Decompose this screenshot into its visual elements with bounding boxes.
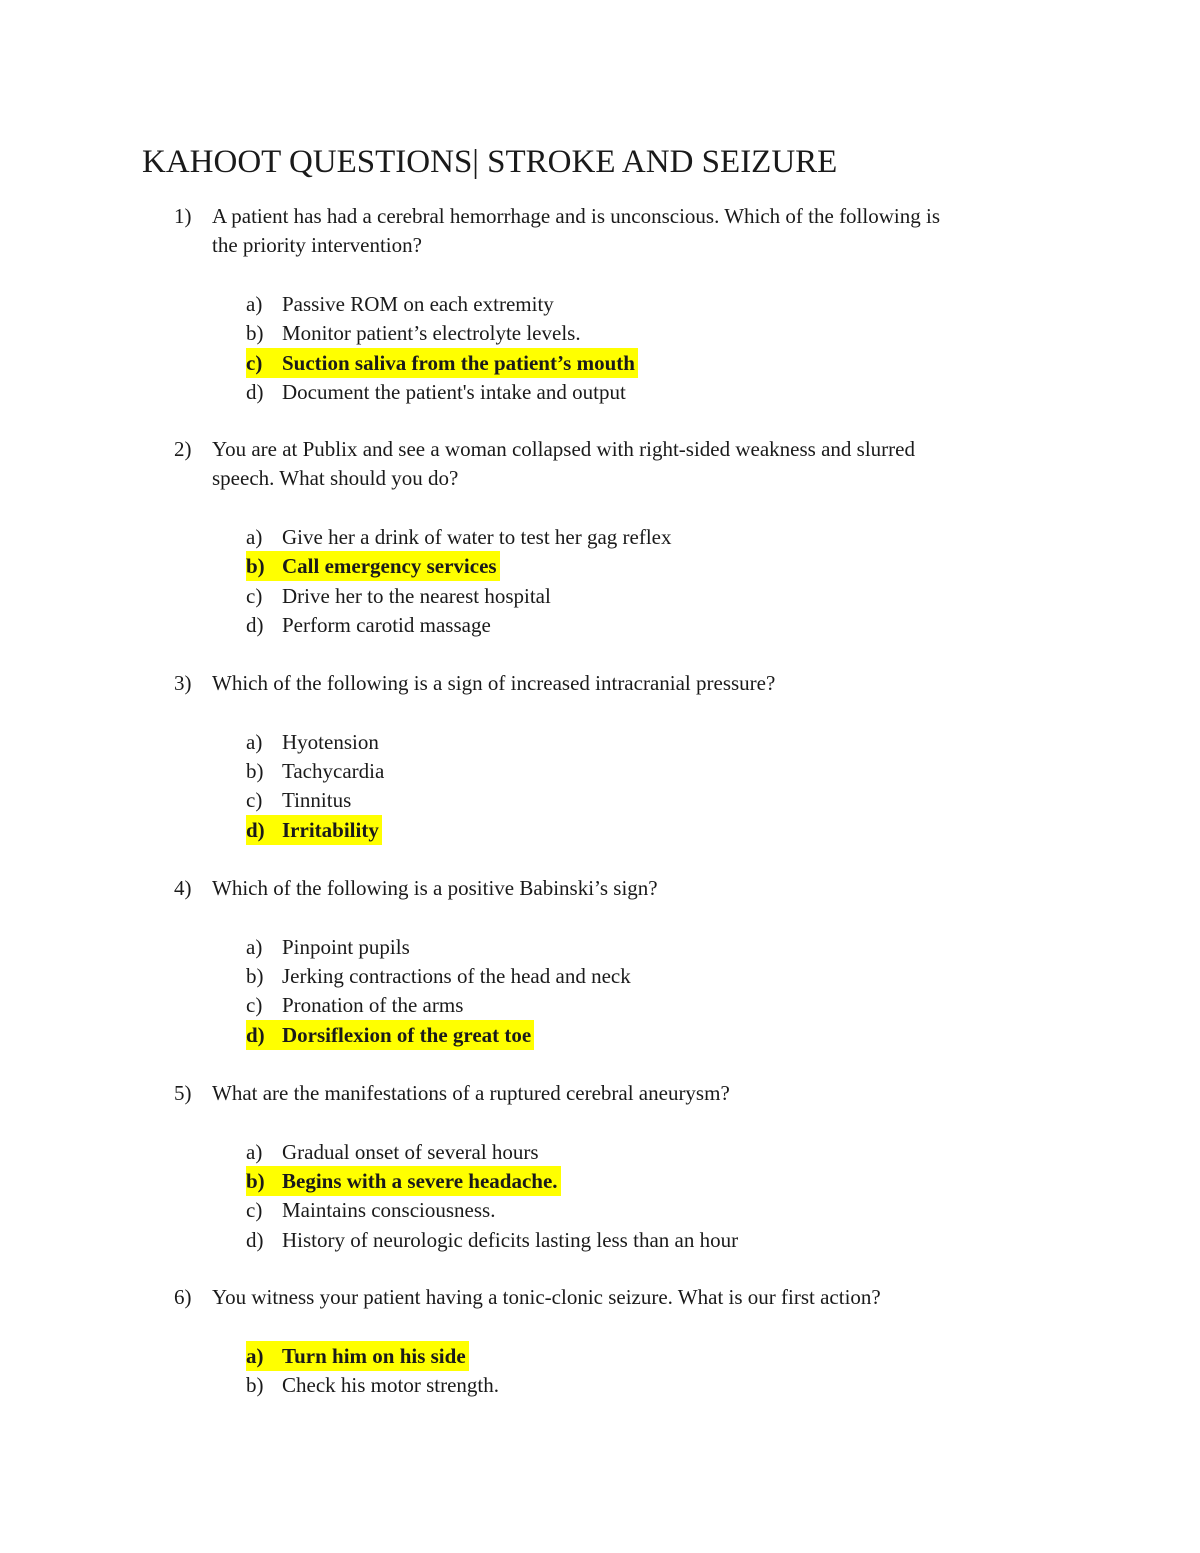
answer-option [246, 610, 491, 640]
option-text: Irritability [282, 817, 379, 842]
option-letter: a) [246, 291, 263, 316]
option-text: Tinnitus [282, 788, 352, 813]
option-text: Pronation of the arms [282, 993, 464, 1018]
answer-option [246, 785, 351, 815]
option-letter: a) [246, 1139, 263, 1164]
option-letter: c) [246, 993, 263, 1018]
answer-option [246, 932, 410, 962]
question-text: A patient has had a cerebral hemorrhage and is unconscious. Which of the following is [212, 204, 940, 228]
option-letter: b) [246, 758, 264, 783]
answer-option [246, 377, 626, 407]
answer-option [246, 581, 551, 611]
answer-option-correct [246, 1166, 561, 1196]
question-text: speech. What should you do? [212, 466, 459, 491]
question-text: Which of the following is a sign of increased intracranial pressure? [212, 671, 776, 695]
answer-option [246, 289, 554, 319]
option-letter: b) [246, 1372, 264, 1397]
option-text: History of neurologic deficits lasting less than an hour [282, 1227, 739, 1252]
question-text: You are at Publix and see a woman collapsed with right-sided weakness and slurred [212, 437, 915, 461]
answer-option-correct [246, 1341, 469, 1371]
option-text: Pinpoint pupils [282, 934, 410, 959]
option-text: Suction saliva from the patient’s mouth [282, 350, 635, 375]
option-text: Gradual onset of several hours [282, 1139, 539, 1164]
option-letter: c) [246, 350, 263, 375]
answer-option [246, 961, 631, 991]
question-text: Which of the following is a positive Babinski’s sign? [212, 876, 658, 900]
question-number: 6) [174, 1285, 192, 1309]
question-text: You witness your patient having a tonic-clonic seizure. What is our first action? [212, 1285, 881, 1309]
option-letter: c) [246, 788, 263, 813]
option-letter: a) [246, 524, 263, 549]
document-title: KAHOOT QUESTIONS| STROKE AND SEIZURE [142, 144, 838, 180]
answer-option-correct [246, 815, 382, 845]
answer-option [246, 1370, 499, 1400]
option-text: Turn him on his side [282, 1343, 466, 1368]
option-letter: a) [246, 729, 263, 754]
question-text: the priority intervention? [212, 233, 422, 258]
option-text: Call emergency services [282, 554, 497, 579]
option-letter: a) [246, 1343, 264, 1368]
answer-option [246, 1137, 539, 1167]
question-number: 3) [174, 671, 192, 695]
option-letter: b) [246, 554, 265, 579]
answer-option [246, 756, 384, 786]
option-text: Jerking contractions of the head and neck [282, 963, 631, 988]
option-letter: b) [246, 321, 264, 346]
answer-option [246, 990, 463, 1020]
option-text: Begins with a severe headache. [282, 1168, 558, 1193]
option-text: Perform carotid massage [282, 612, 491, 637]
option-letter: b) [246, 963, 264, 988]
answer-option-correct [246, 348, 638, 378]
answer-option-correct [246, 1020, 534, 1050]
answer-option [246, 522, 672, 552]
question-number: 1) [174, 204, 192, 228]
answer-option [246, 727, 379, 757]
option-letter: c) [246, 583, 263, 608]
option-text: Dorsiflexion of the great toe [282, 1022, 532, 1047]
question-text: What are the manifestations of a ruptured cerebral aneurysm? [212, 1081, 730, 1105]
question-number: 5) [174, 1081, 192, 1105]
option-letter: a) [246, 934, 263, 959]
option-text: Maintains consciousness. [282, 1198, 496, 1223]
option-text: Hyotension [282, 729, 379, 754]
option-text: Passive ROM on each extremity [282, 291, 554, 316]
option-text: Monitor patient’s electrolyte levels. [282, 321, 581, 346]
answer-option-correct [246, 551, 500, 581]
question-number: 4) [174, 876, 192, 900]
option-letter: d) [246, 1227, 264, 1252]
option-text: Document the patient's intake and output [282, 379, 626, 404]
option-text: Drive her to the nearest hospital [282, 583, 551, 608]
option-text: Check his motor strength. [282, 1372, 499, 1397]
answer-option [246, 1195, 495, 1225]
option-text: Give her a drink of water to test her gag reflex [282, 524, 672, 549]
option-text: Tachycardia [282, 758, 385, 783]
option-letter: d) [246, 379, 264, 404]
answer-option [246, 318, 581, 348]
question-number: 2) [174, 437, 192, 461]
option-letter: d) [246, 612, 264, 637]
answer-option [246, 1225, 738, 1255]
option-letter: b) [246, 1168, 265, 1193]
option-letter: d) [246, 1022, 265, 1047]
option-letter: c) [246, 1198, 263, 1223]
option-letter: d) [246, 817, 265, 842]
